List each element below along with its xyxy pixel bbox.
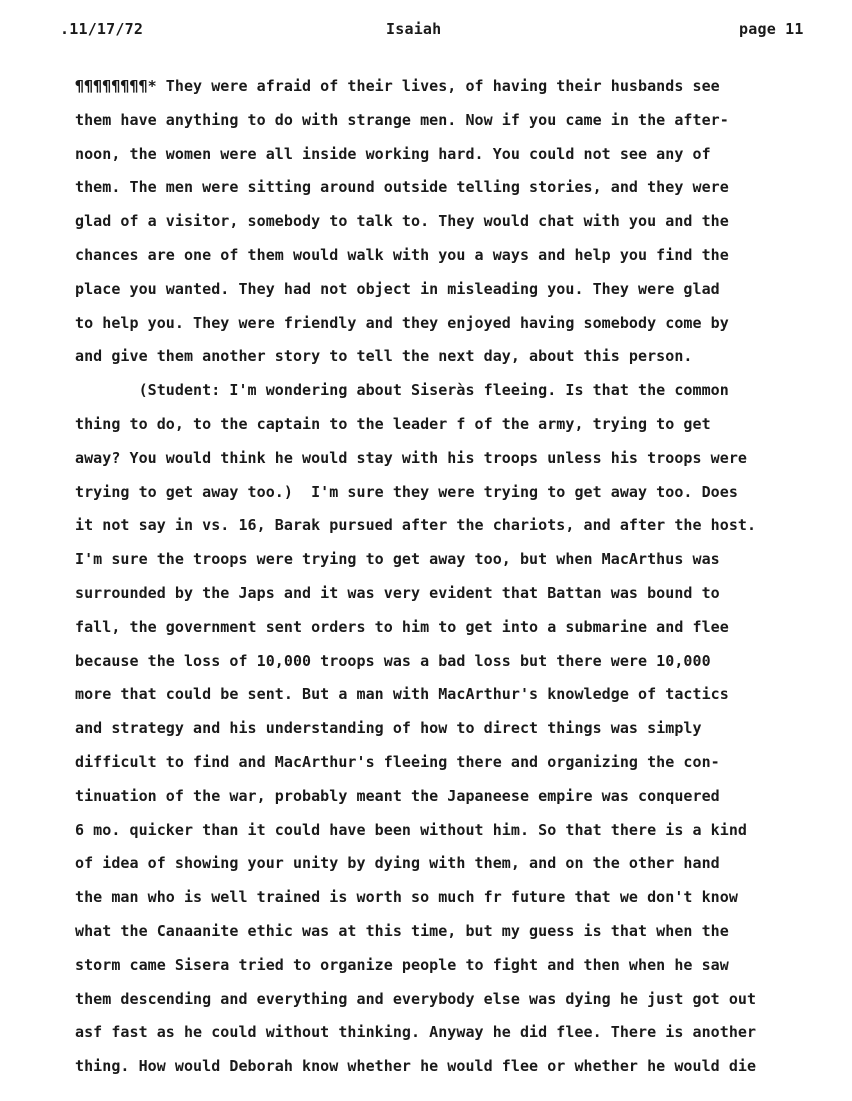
text-line: (Student: I'm wondering about Siseràs fleeing. Is that the common: [75, 381, 729, 400]
header-title: Isaiah: [386, 20, 442, 38]
text-line: place you wanted. They had not object in misleading you. They were glad: [75, 279, 720, 298]
text-line: away? You would think he would stay with his troops unless his troops were: [75, 448, 747, 467]
text-line: what the Canaanite ethic was at this time, but my guess is that when the: [75, 921, 729, 940]
text-line: tinuation of the war, probably meant the Japaneese empire was conquered: [75, 786, 720, 805]
body-text: [75, 70, 845, 1084]
text-line: and give them another story to tell the next day, about this person.: [75, 347, 693, 366]
text-line: surrounded by the Japs and it was very evident that Battan was bound to: [75, 583, 720, 602]
text-line: fall, the government sent orders to him to get into a submarine and flee: [75, 617, 729, 636]
text-line: and strategy and his understanding of how to direct things was simply: [75, 719, 702, 738]
text-line: it not say in vs. 16, Barak pursued after the chariots, and after the host.: [75, 516, 757, 535]
text-line: to help you. They were friendly and they enjoyed having somebody come by: [75, 313, 729, 332]
text-line: thing to do, to the captain to the leader f of the army, trying to get: [75, 414, 711, 433]
text-line: chances are one of them would walk with you a ways and help you find the: [75, 245, 729, 264]
page-header: [0, 20, 852, 44]
text-line: storm came Sisera tried to organize people to fight and then when he saw: [75, 955, 729, 974]
text-line: them have anything to do with strange men. Now if you came in the after-: [75, 110, 729, 129]
text-line: difficult to find and MacArthur's fleeing there and organizing the con-: [75, 752, 720, 771]
text-line: asf fast as he could without thinking. Anyway he did flee. There is another: [75, 1023, 757, 1042]
header-date: .11/17/72: [60, 20, 144, 38]
text-line: more that could be sent. But a man with MacArthur's knowledge of tactics: [75, 685, 729, 704]
text-line: glad of a visitor, somebody to talk to. They would chat with you and the: [75, 212, 729, 231]
text-line: the man who is well trained is worth so much fr future that we don't know: [75, 888, 738, 907]
text-line: ¶¶¶¶¶¶¶¶* They were afraid of their lives, of having their husbands see: [75, 77, 720, 95]
text-line: trying to get away too.) I'm sure they were trying to get away too. Does: [75, 482, 738, 501]
text-line: thing. How would Deborah know whether he would flee or whether he would die: [75, 1057, 757, 1076]
text-line: them. The men were sitting around outside telling stories, and they were: [75, 178, 729, 197]
text-line: 6 mo. quicker than it could have been without him. So that there is a kind: [75, 820, 747, 839]
text-line: noon, the women were all inside working hard. You could not see any of: [75, 144, 711, 163]
header-page-number: page 11: [739, 20, 804, 38]
text-line: because the loss of 10,000 troops was a bad loss but there were 10,000: [75, 651, 711, 670]
text-line: I'm sure the troops were trying to get away too, but when MacArthus was: [75, 550, 720, 569]
text-line: them descending and everything and everybody else was dying he just got out: [75, 989, 757, 1008]
text-line: of idea of showing your unity by dying with them, and on the other hand: [75, 854, 720, 873]
